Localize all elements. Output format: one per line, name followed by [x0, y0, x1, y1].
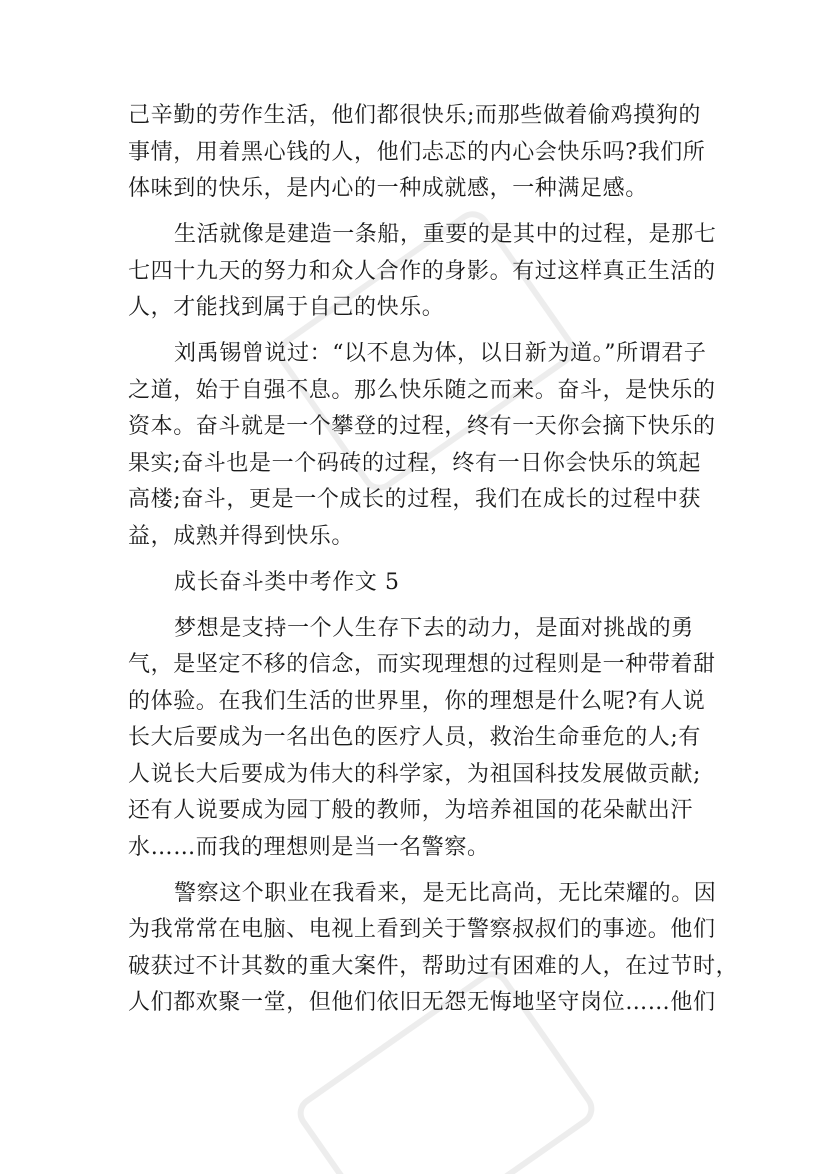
text-line: 事情，用着黑心钱的人，他们忐忑的内心会快乐吗?我们所 [128, 139, 706, 165]
text-line: 长大后要成为一名出色的医疗人员，救治生命垂危的人;有 [128, 725, 702, 750]
text-line: 资本。奋斗就是一个攀登的过程，终有一天你会摘下快乐的 [128, 414, 716, 439]
text-line: 的体验。在我们生活的世界里，你的理想是什么呢?有人说 [128, 688, 706, 714]
text-line: 人们都欢聚一堂，但他们依旧无怨无悔地坚守岗位……他们 [128, 990, 716, 1015]
text-line: 体味到的快乐，是内心的一种成就感，一种满足感。 [128, 176, 648, 201]
text-line: 破获过不计其数的重大案件，帮助过有困难的人，在过节时， [128, 953, 739, 979]
paragraph-start-line: 生活就像是建造一条船，重要的是其中的过程，是那七 [174, 222, 717, 247]
text-line: 果实;奋斗也是一个码砖的过程，终有一日你会快乐的筑起 [128, 450, 702, 476]
text-line: 气，是坚定不移的信念，而实现理想的过程则是一种带着甜 [128, 652, 716, 677]
text-line: 人，才能找到属于自己的快乐。 [128, 295, 445, 320]
document-body [128, 98, 739, 1022]
text-line: 还有人说要成为园丁般的教师，为培养祖国的花朵献出汗 [128, 798, 694, 823]
paragraph-start-line: 梦想是支持一个人生存下去的动力，是面对挑战的勇 [174, 615, 694, 641]
section-heading: 成长奋斗类中考作文 5 [174, 569, 400, 595]
text-line: 之道，始于自强不息。那么快乐随之而来。奋斗，是快乐的 [128, 377, 716, 403]
text-line: 益，成熟并得到快乐。 [128, 523, 355, 549]
text-line: 己辛勤的劳作生活，他们都很快乐;而那些做着偷鸡摸狗的 [128, 103, 702, 128]
text-line: 七四十九天的努力和众人合作的身影。有过这样真正生活的 [128, 258, 716, 284]
paragraph-start-line: 警察这个职业在我看来，是无比高尚，无比荣耀的。因 [174, 880, 717, 906]
text-line: 人说长大后要成为伟大的科学家，为祖国科技发展做贡献; [128, 761, 702, 787]
paragraph-start-line: 刘禹锡曾说过：“以不息为体，以日新为道。”所谓君子 [174, 341, 707, 366]
text-line: 为我常常在电脑、电视上看到关于警察叔叔们的事迹。他们 [128, 917, 716, 942]
text-line: 高楼;奋斗，更是一个成长的过程，我们在成长的过程中获 [128, 487, 702, 512]
text-line: 水……而我的理想则是当一名警察。 [128, 834, 490, 860]
